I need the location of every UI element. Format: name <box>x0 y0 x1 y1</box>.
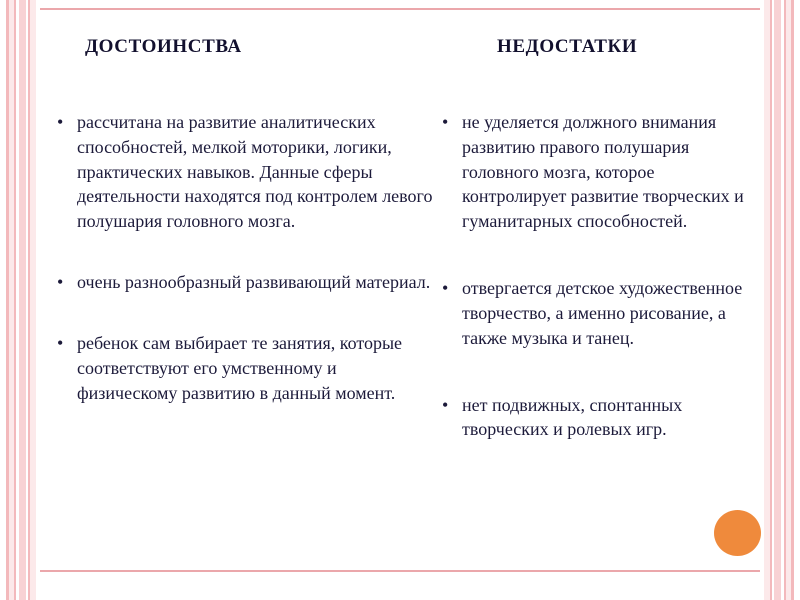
list-item: • очень разнообразный развивающий материал. <box>55 270 433 295</box>
list-item: • отвергается детское художественное творчество, а именно рисование, а также музыка и танец. <box>440 276 760 350</box>
advantages-list <box>55 110 433 405</box>
disadvantages-title: НЕДОСТАТКИ <box>497 36 638 57</box>
disadvantages-column <box>440 36 760 484</box>
list-item: • рассчитана на развитие аналитических способностей, мелкой моторики, логики, практических навыков. Данные сферы деятельности находятся под контролем левого полушария головного мозга. <box>55 110 433 234</box>
list-item: • ребенок сам выбирает те занятия, которые соответствуют его умственному и физическому развитию в данный момент. <box>55 331 433 405</box>
bottom-rule <box>40 570 760 572</box>
disadvantages-list <box>440 110 760 442</box>
accent-circle <box>714 510 761 556</box>
list-item: • нет подвижных, спонтанных творческих и ролевых игр. <box>440 393 760 443</box>
advantages-title: ДОСТОИНСТВА <box>85 36 242 57</box>
right-stripe-decoration <box>764 0 794 600</box>
list-item: • не уделяется должного внимания развитию правого полушария головного мозга, которое контролирует развитие творческих и гуманитарных способностей. <box>440 110 760 234</box>
left-stripe-decoration <box>6 0 36 600</box>
top-rule <box>40 8 760 10</box>
advantages-column <box>55 36 433 441</box>
